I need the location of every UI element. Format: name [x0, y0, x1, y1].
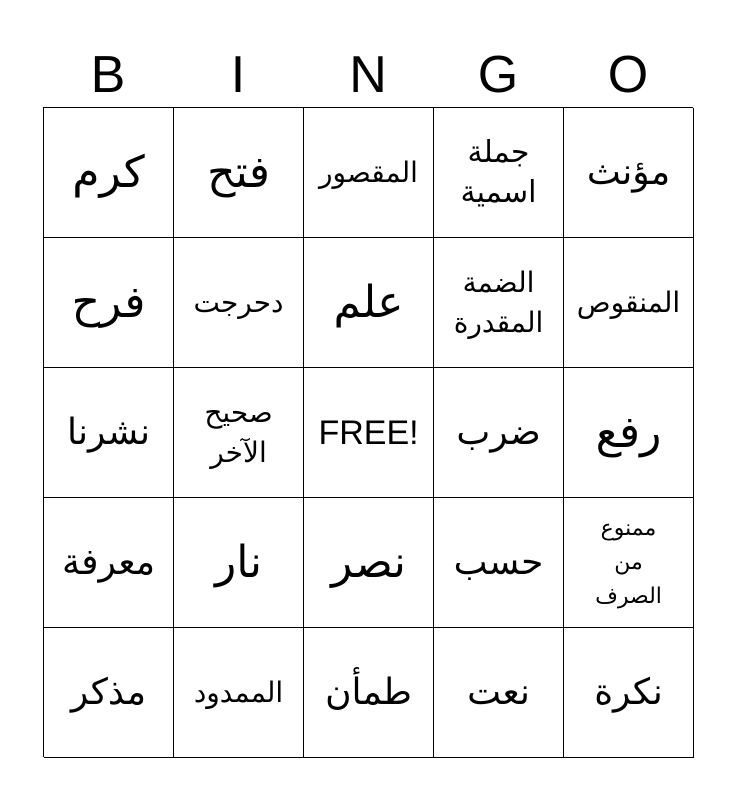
bingo-cell[interactable]: [434, 368, 564, 498]
cell-text: حسب: [453, 541, 544, 583]
cell-text: ضرب: [456, 411, 541, 453]
bingo-cell[interactable]: [174, 238, 304, 368]
bingo-cell[interactable]: [44, 108, 174, 238]
bingo-grid: [43, 107, 693, 757]
bingo-cell[interactable]: [304, 628, 434, 758]
bingo-cell[interactable]: [44, 498, 174, 628]
cell-text: المنقوص: [576, 285, 681, 319]
bingo-cell[interactable]: [44, 238, 174, 368]
cell-text: نصر: [331, 536, 406, 588]
cell-text: نعت: [467, 671, 530, 713]
cell-text: نكرة: [594, 671, 663, 713]
bingo-cell[interactable]: [174, 108, 304, 238]
bingo-cell[interactable]: [174, 368, 304, 498]
bingo-cell[interactable]: [174, 498, 304, 628]
cell-text: معرفة: [61, 541, 156, 583]
header-letter-g: G: [477, 46, 519, 104]
bingo-cell[interactable]: [564, 628, 694, 758]
cell-text: طمأن: [325, 671, 412, 713]
bingo-cell[interactable]: [434, 498, 564, 628]
cell-text: المقصور: [319, 155, 418, 189]
header-letter-i: I: [230, 46, 246, 104]
cell-text: نار: [215, 536, 262, 588]
header-letter-o: O: [607, 46, 649, 104]
cell-text: الضمة المقدرة: [453, 265, 544, 339]
bingo-cell[interactable]: [304, 108, 434, 238]
cell-text: صحيح الآخر: [204, 395, 273, 469]
bingo-cell[interactable]: [174, 628, 304, 758]
bingo-cell[interactable]: [44, 628, 174, 758]
header-letter-n: N: [349, 46, 387, 104]
bingo-cell[interactable]: [564, 108, 694, 238]
bingo-cell[interactable]: [304, 238, 434, 368]
bingo-cell[interactable]: [304, 498, 434, 628]
cell-text: رفع: [595, 406, 662, 458]
cell-text: فرح: [71, 276, 146, 328]
cell-text: علم: [333, 276, 404, 328]
bingo-cell[interactable]: [564, 238, 694, 368]
cell-text: كرم: [72, 146, 145, 198]
bingo-cell[interactable]: [434, 628, 564, 758]
cell-text: دحرجت: [193, 285, 284, 319]
cell-text: ممنوع من الصرف: [595, 515, 662, 609]
bingo-cell[interactable]: [44, 368, 174, 498]
cell-text: مؤنث: [586, 151, 671, 193]
cell-text: فتح: [207, 146, 270, 198]
cell-text: نشرنا: [67, 411, 150, 453]
bingo-cell[interactable]: [564, 498, 694, 628]
bingo-cell[interactable]: [434, 238, 564, 368]
cell-text: جملة اسمية: [460, 134, 537, 210]
bingo-cell[interactable]: [564, 368, 694, 498]
cell-text: مذكر: [70, 671, 147, 713]
header-letter-b: B: [90, 46, 126, 104]
free-space[interactable]: [304, 368, 434, 498]
free-space-label: FREE!: [318, 413, 419, 452]
bingo-cell[interactable]: [434, 108, 564, 238]
cell-text: الممدود: [193, 675, 284, 709]
bingo-header: [43, 44, 693, 106]
